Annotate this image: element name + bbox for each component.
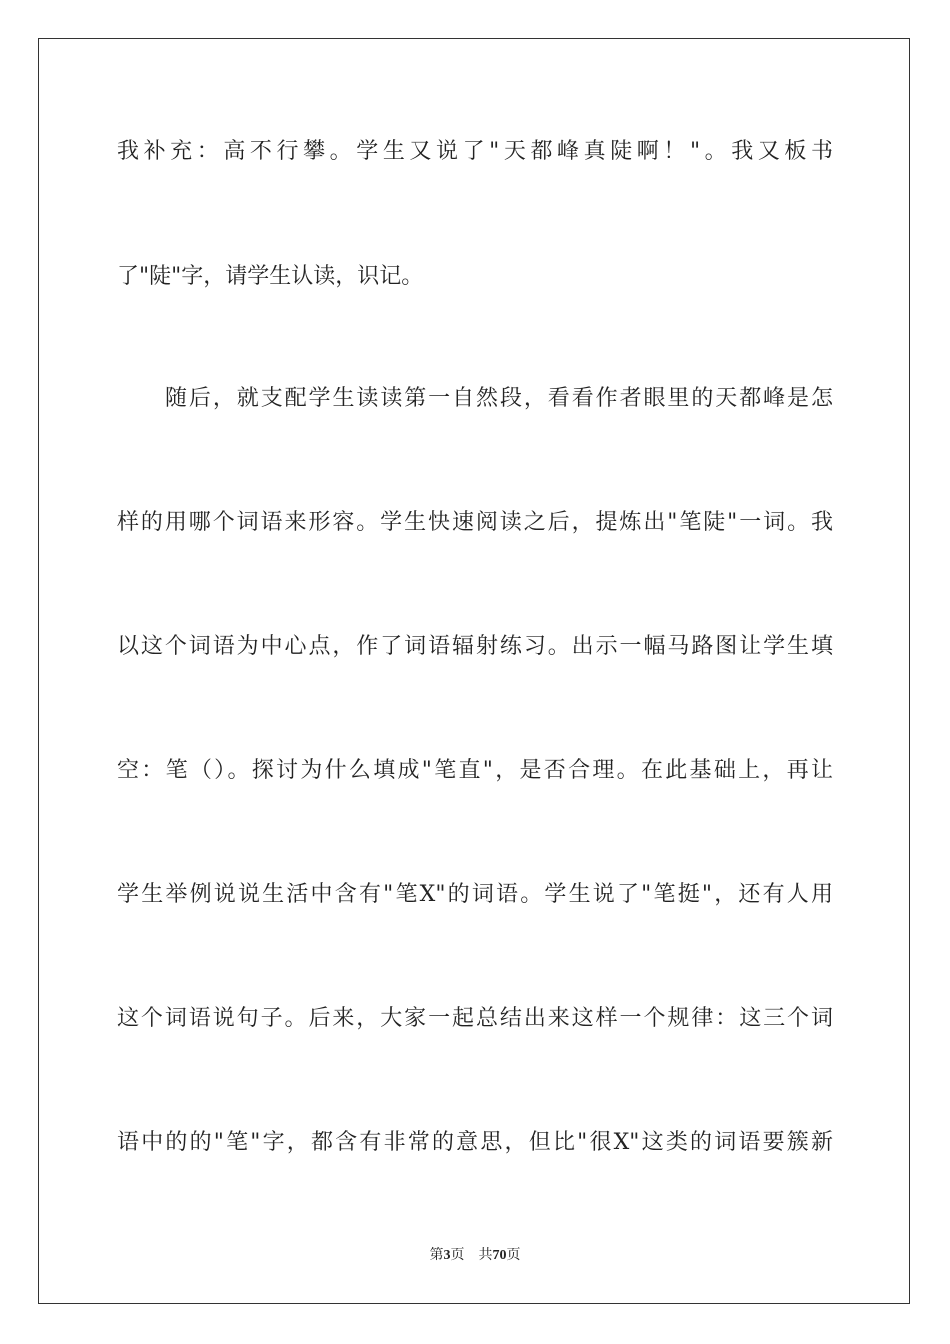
page-footer [0, 1247, 950, 1265]
footer-page-suffix: 页 [450, 1248, 465, 1263]
page-frame [38, 38, 910, 1304]
text-line: 样的用哪个词语来形容。学生快速阅读之后，提炼出"笔陡"一词。我 [117, 510, 833, 535]
footer-total-prefix: 共 [478, 1248, 493, 1263]
text-line: 我补充：高不行攀。学生又说了"天都峰真陡啊！"。我又板书 [117, 139, 833, 164]
text-line: 以这个词语为中心点，作了词语辐射练习。出示一幅马路图让学生填 [117, 634, 833, 659]
text-line: 语中的的"笔"字，都含有非常的意思，但比"很X"这类的词语要簇新 [117, 1130, 833, 1155]
text-line: 空：笔（）。探讨为什么填成"笔直"，是否合理。在此基础上，再让 [117, 758, 833, 783]
text-line: 随后，就支配学生读读第一自然段，看看作者眼里的天都峰是怎 [165, 386, 833, 411]
footer-page-prefix: 第 [429, 1248, 444, 1263]
footer-total-pages: 70 [492, 1248, 507, 1263]
text-line: 学生举例说说生活中含有"笔X"的词语。学生说了"笔挺"，还有人用 [117, 882, 833, 907]
footer-total-suffix: 页 [506, 1248, 521, 1263]
text-line: 这个词语说句子。后来，大家一起总结出来这样一个规律：这三个词 [117, 1006, 833, 1031]
text-line: 了"陡"字，请学生认读，识记。 [117, 264, 424, 289]
footer-page-number: 3 [443, 1248, 451, 1263]
